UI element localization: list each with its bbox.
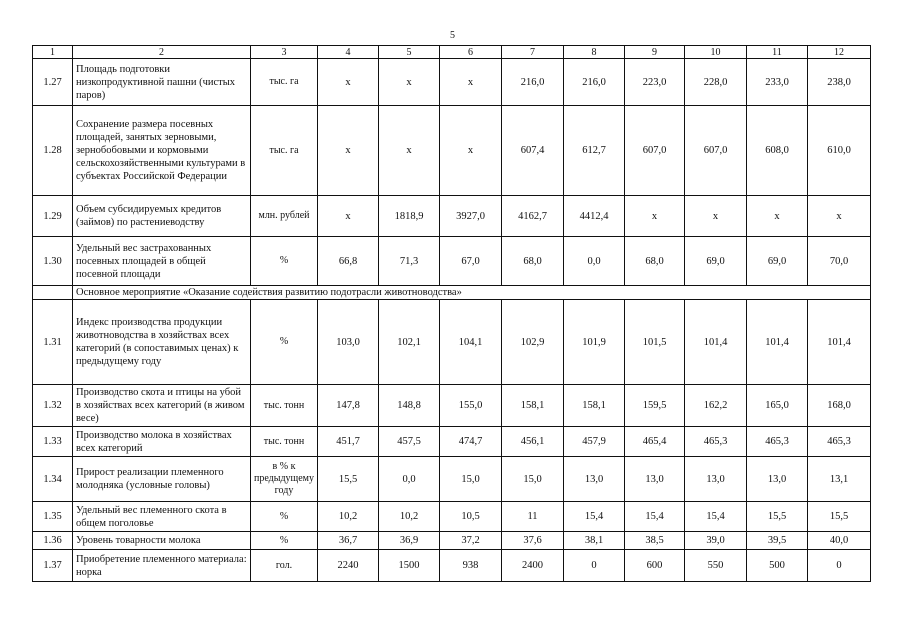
- unit-of-measure: %: [251, 237, 318, 286]
- table-row: [33, 300, 871, 385]
- column-header: 2: [73, 46, 251, 59]
- value-cell: 223,0: [625, 59, 685, 106]
- value-cell: 465,3: [685, 427, 747, 457]
- indicator-name: Уровень товарности молока: [73, 532, 251, 550]
- value-cell: 148,8: [379, 385, 440, 427]
- indicators-table: [32, 45, 871, 582]
- row-number: 1.36: [33, 532, 73, 550]
- value-cell: 66,8: [318, 237, 379, 286]
- table-row: [33, 237, 871, 286]
- section-row: [33, 286, 871, 300]
- value-cell: 11: [502, 502, 564, 532]
- value-cell: 15,0: [502, 457, 564, 502]
- value-cell: 608,0: [747, 106, 808, 196]
- value-cell: 2400: [502, 550, 564, 582]
- table-row: [33, 457, 871, 502]
- value-cell: х: [440, 106, 502, 196]
- unit-of-measure: тыс. тонн: [251, 385, 318, 427]
- value-cell: 10,2: [379, 502, 440, 532]
- value-cell: 101,5: [625, 300, 685, 385]
- table-row: [33, 532, 871, 550]
- value-cell: 158,1: [502, 385, 564, 427]
- value-cell: 38,5: [625, 532, 685, 550]
- column-header: 7: [502, 46, 564, 59]
- value-cell: 938: [440, 550, 502, 582]
- value-cell: 0,0: [564, 237, 625, 286]
- value-cell: 465,3: [747, 427, 808, 457]
- indicator-name: Индекс производства продукции животноводства в хозяйствах всех категорий (в сопоставимых ценах) к предыдущему году: [73, 300, 251, 385]
- value-cell: 228,0: [685, 59, 747, 106]
- indicator-name: Объем субсидируемых кредитов (займов) по растениеводству: [73, 196, 251, 237]
- value-cell: 4412,4: [564, 196, 625, 237]
- indicator-name: Производство молока в хозяйствах всех категорий: [73, 427, 251, 457]
- column-header: 8: [564, 46, 625, 59]
- value-cell: 39,0: [685, 532, 747, 550]
- column-header: 4: [318, 46, 379, 59]
- table-row: [33, 59, 871, 106]
- value-cell: 500: [747, 550, 808, 582]
- value-cell: 233,0: [747, 59, 808, 106]
- value-cell: 10,2: [318, 502, 379, 532]
- value-cell: 607,0: [625, 106, 685, 196]
- value-cell: 40,0: [808, 532, 871, 550]
- table-row: [33, 196, 871, 237]
- value-cell: 101,4: [747, 300, 808, 385]
- value-cell: 165,0: [747, 385, 808, 427]
- value-cell: 13,1: [808, 457, 871, 502]
- value-cell: 216,0: [564, 59, 625, 106]
- value-cell: 1500: [379, 550, 440, 582]
- section-title: Основное мероприятие «Оказание содействия развитию подотрасли животноводства»: [73, 286, 871, 300]
- row-number: 1.31: [33, 300, 73, 385]
- indicator-name: Приобретение племенного материала: норка: [73, 550, 251, 582]
- value-cell: 610,0: [808, 106, 871, 196]
- value-cell: х: [808, 196, 871, 237]
- unit-of-measure: тыс. га: [251, 106, 318, 196]
- column-header: 10: [685, 46, 747, 59]
- column-header: 6: [440, 46, 502, 59]
- value-cell: 71,3: [379, 237, 440, 286]
- value-cell: 457,5: [379, 427, 440, 457]
- value-cell: 39,5: [747, 532, 808, 550]
- value-cell: 0,0: [379, 457, 440, 502]
- table-row: [33, 385, 871, 427]
- value-cell: 37,2: [440, 532, 502, 550]
- row-number: 1.34: [33, 457, 73, 502]
- value-cell: 474,7: [440, 427, 502, 457]
- value-cell: 159,5: [625, 385, 685, 427]
- value-cell: 69,0: [685, 237, 747, 286]
- value-cell: 451,7: [318, 427, 379, 457]
- value-cell: х: [747, 196, 808, 237]
- value-cell: 104,1: [440, 300, 502, 385]
- value-cell: 70,0: [808, 237, 871, 286]
- value-cell: 36,7: [318, 532, 379, 550]
- value-cell: х: [318, 196, 379, 237]
- value-cell: 13,0: [747, 457, 808, 502]
- value-cell: х: [379, 106, 440, 196]
- table-row: [33, 502, 871, 532]
- unit-of-measure: %: [251, 300, 318, 385]
- value-cell: 162,2: [685, 385, 747, 427]
- unit-of-measure: тыс. тонн: [251, 427, 318, 457]
- value-cell: 158,1: [564, 385, 625, 427]
- value-cell: х: [379, 59, 440, 106]
- value-cell: 465,4: [625, 427, 685, 457]
- value-cell: 4162,7: [502, 196, 564, 237]
- page-number: 5: [450, 30, 455, 41]
- indicator-name: Площадь подготовки низкопродуктивной пашни (чистых паров): [73, 59, 251, 106]
- value-cell: 1818,9: [379, 196, 440, 237]
- value-cell: 550: [685, 550, 747, 582]
- value-cell: х: [685, 196, 747, 237]
- column-header: 1: [33, 46, 73, 59]
- value-cell: 13,0: [685, 457, 747, 502]
- row-number: 1.29: [33, 196, 73, 237]
- value-cell: х: [625, 196, 685, 237]
- value-cell: 69,0: [747, 237, 808, 286]
- indicator-name: Удельный вес племенного скота в общем поголовье: [73, 502, 251, 532]
- value-cell: 0: [564, 550, 625, 582]
- value-cell: 13,0: [564, 457, 625, 502]
- value-cell: 101,9: [564, 300, 625, 385]
- value-cell: 168,0: [808, 385, 871, 427]
- value-cell: 15,4: [625, 502, 685, 532]
- value-cell: 3927,0: [440, 196, 502, 237]
- value-cell: х: [318, 59, 379, 106]
- value-cell: 600: [625, 550, 685, 582]
- value-cell: 67,0: [440, 237, 502, 286]
- unit-of-measure: млн. рублей: [251, 196, 318, 237]
- unit-of-measure: гол.: [251, 550, 318, 582]
- unit-of-measure: %: [251, 502, 318, 532]
- indicator-name: Удельный вес застрахованных посевных площадей в общей посевной площади: [73, 237, 251, 286]
- value-cell: 15,4: [685, 502, 747, 532]
- column-header: 12: [808, 46, 871, 59]
- value-cell: 607,0: [685, 106, 747, 196]
- indicator-name: Сохранение размера посевных площадей, занятых зерновыми, зернобобовыми и кормовыми сельскохозяйственными культурами в субъектах Российской Федерации: [73, 106, 251, 196]
- column-number-row: [33, 46, 871, 59]
- value-cell: 2240: [318, 550, 379, 582]
- table-row: [33, 550, 871, 582]
- column-header: 3: [251, 46, 318, 59]
- row-number: 1.37: [33, 550, 73, 582]
- indicator-name: Производство скота и птицы на убой в хозяйствах всех категорий (в живом весе): [73, 385, 251, 427]
- value-cell: 37,6: [502, 532, 564, 550]
- row-number: 1.35: [33, 502, 73, 532]
- value-cell: х: [440, 59, 502, 106]
- table-body: [33, 46, 871, 582]
- column-header: 11: [747, 46, 808, 59]
- value-cell: 68,0: [502, 237, 564, 286]
- table-row: [33, 106, 871, 196]
- value-cell: 456,1: [502, 427, 564, 457]
- value-cell: 216,0: [502, 59, 564, 106]
- value-cell: 612,7: [564, 106, 625, 196]
- table-row: [33, 427, 871, 457]
- row-number: 1.33: [33, 427, 73, 457]
- unit-of-measure: %: [251, 532, 318, 550]
- value-cell: 101,4: [685, 300, 747, 385]
- value-cell: 147,8: [318, 385, 379, 427]
- row-number: 1.30: [33, 237, 73, 286]
- unit-of-measure: в % к предыдущему году: [251, 457, 318, 502]
- row-number: 1.32: [33, 385, 73, 427]
- value-cell: 15,0: [440, 457, 502, 502]
- value-cell: 15,5: [747, 502, 808, 532]
- section-blank-cell: [33, 286, 73, 300]
- value-cell: 238,0: [808, 59, 871, 106]
- value-cell: 457,9: [564, 427, 625, 457]
- value-cell: 102,9: [502, 300, 564, 385]
- indicator-name: Прирост реализации племенного молодняка (условные головы): [73, 457, 251, 502]
- column-header: 5: [379, 46, 440, 59]
- unit-of-measure: тыс. га: [251, 59, 318, 106]
- value-cell: 15,4: [564, 502, 625, 532]
- value-cell: 0: [808, 550, 871, 582]
- value-cell: 13,0: [625, 457, 685, 502]
- value-cell: 10,5: [440, 502, 502, 532]
- value-cell: 102,1: [379, 300, 440, 385]
- value-cell: 465,3: [808, 427, 871, 457]
- value-cell: 38,1: [564, 532, 625, 550]
- row-number: 1.27: [33, 59, 73, 106]
- value-cell: 36,9: [379, 532, 440, 550]
- column-header: 9: [625, 46, 685, 59]
- row-number: 1.28: [33, 106, 73, 196]
- value-cell: 101,4: [808, 300, 871, 385]
- value-cell: х: [318, 106, 379, 196]
- value-cell: 15,5: [318, 457, 379, 502]
- value-cell: 103,0: [318, 300, 379, 385]
- value-cell: 607,4: [502, 106, 564, 196]
- value-cell: 155,0: [440, 385, 502, 427]
- value-cell: 68,0: [625, 237, 685, 286]
- value-cell: 15,5: [808, 502, 871, 532]
